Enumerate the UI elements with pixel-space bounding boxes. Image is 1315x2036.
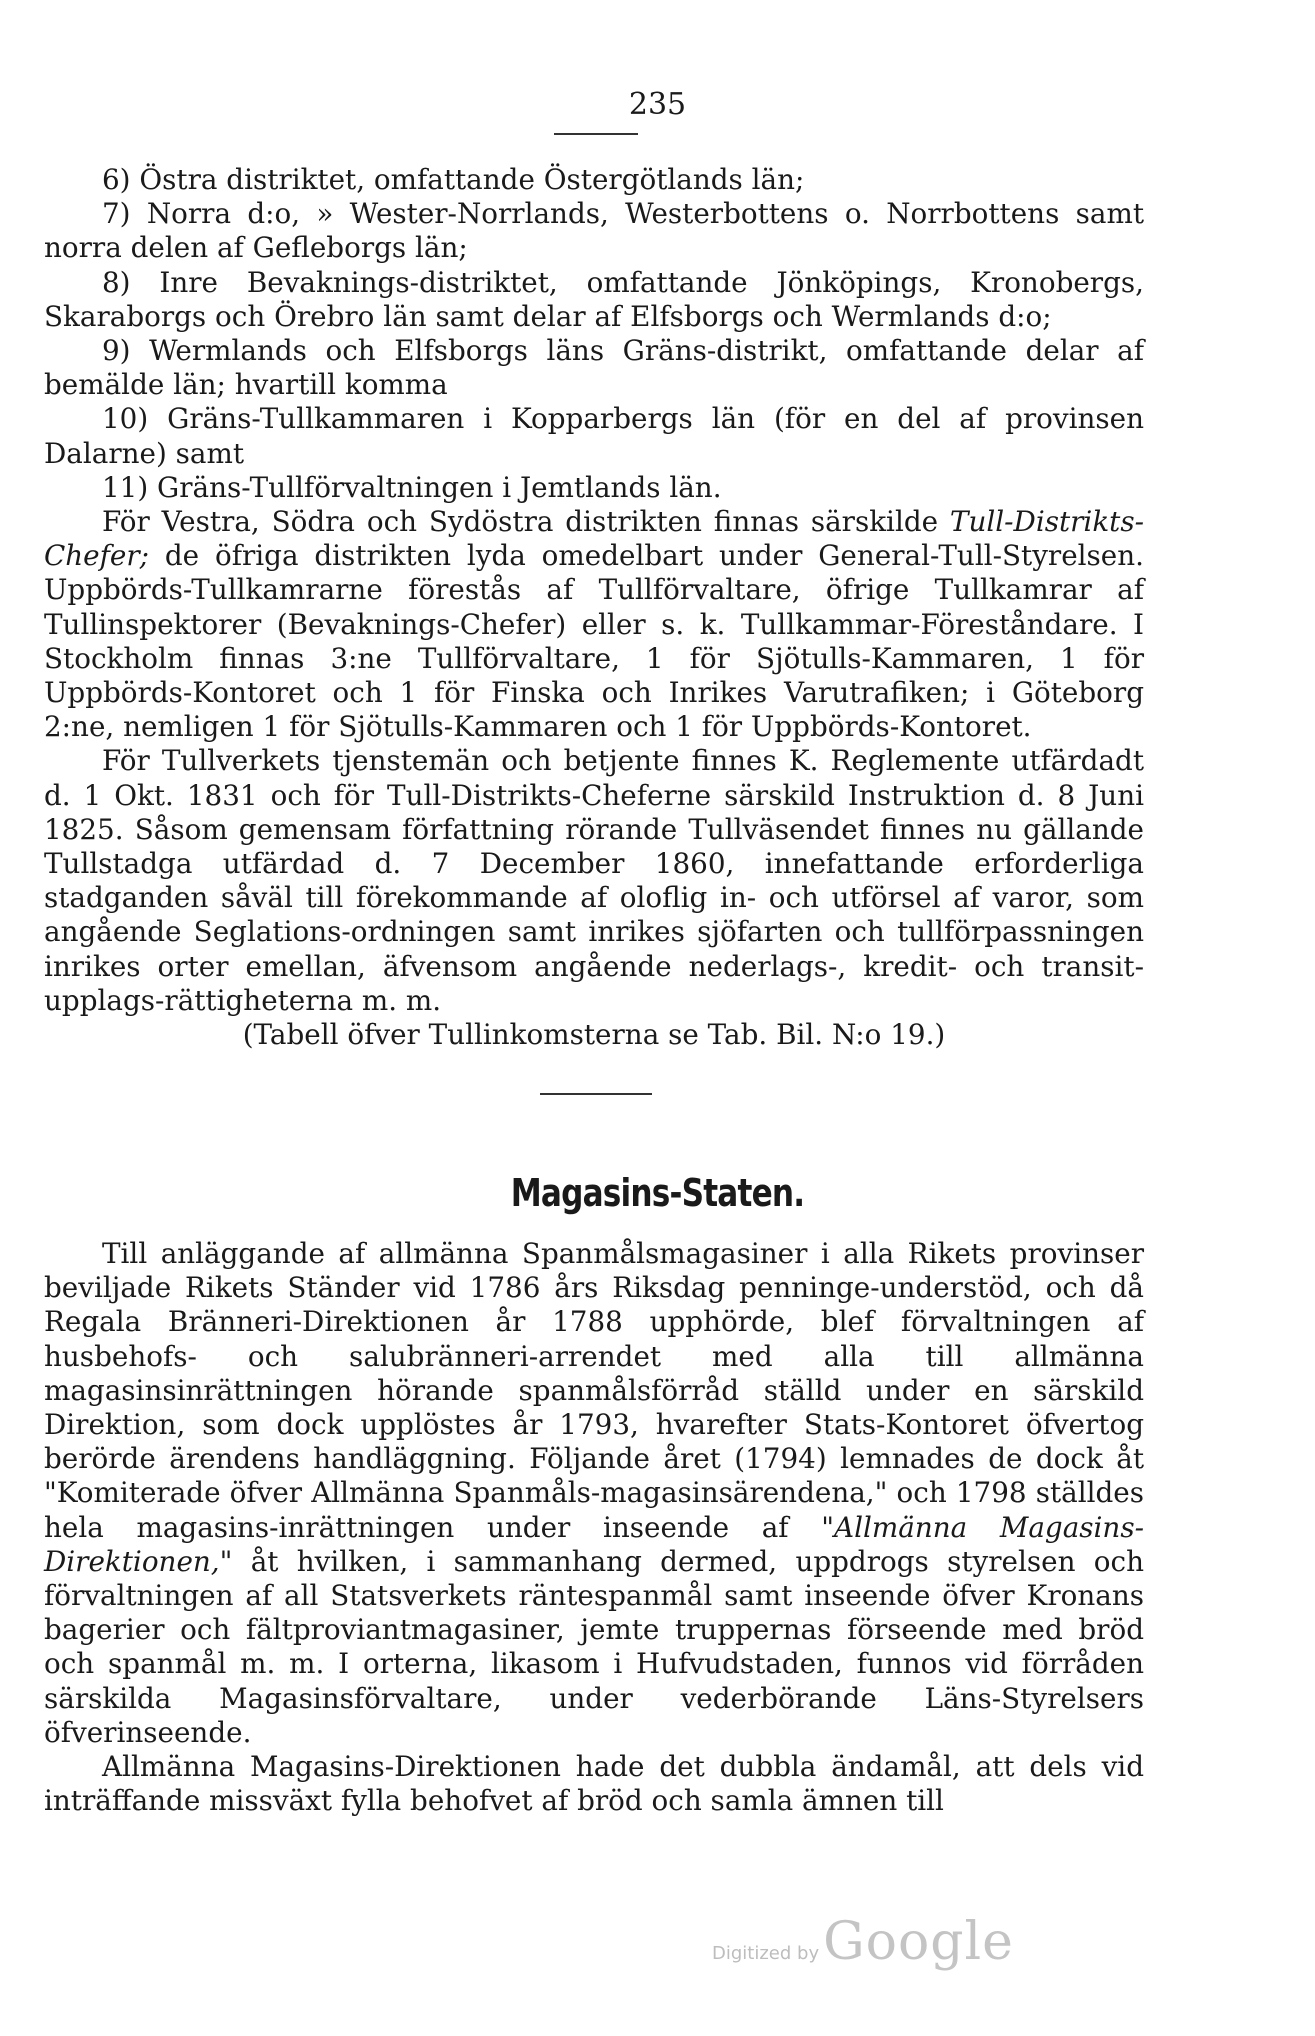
- watermark-digitized-by: Digitized by: [712, 1943, 820, 1964]
- list-item-9: 9) Wermlands och Elfsborgs läns Gräns-distrikt, omfattande delar af bemälde län; hvartill komma: [44, 334, 1144, 402]
- page-number: 235: [628, 87, 687, 122]
- tull-distrikts-chefer-italic: Tull-Distrikts-Chefer;: [44, 505, 1144, 573]
- text-block-top: [44, 163, 1144, 1052]
- section-heading: Magasins-Staten.: [510, 1171, 805, 1215]
- page-number-rule: [554, 133, 638, 135]
- paragraph-magasin-text-a: Till anläggande af allmänna Spanmålsmagasiner i alla Rikets provinser beviljade Rikets Ständer vid 1786 års Riksdag penninge-understöd, och då Regala Bränneri-Direktionen år 1788 upphörde, blef förvaltningen af husbehofs- och salubränneri-arrendet med alla till allmänna magasinsinrättningen hörande spanmålsförråd ställd under en särskild Direktion, som dock upplöstes år 1793, hvarefter Stats-Kontoret öfvertog berörde ärendens handläggning. Följande året (1794) lemnades de dock åt "Komiterade öfver Allmänna Spanmåls-magasinsärendena," och 1798 ställdes hela magasins-inrättningen under inseende af ": [44, 1237, 1144, 1544]
- paragraph-tull-text-b: de öfriga distrikten lyda omedelbart under General-Tull-Styrelsen. Uppbörds-Tullkamrarne förestås af Tullförvaltare, öfrige Tullkamrar af Tullinspektorer (Bevaknings-Chefer) eller s. k. Tullkammar-Föreståndare. I Stockholm finnas 3:ne Tullförvaltare, 1 för Sjötulls-Kammaren, 1 för Uppbörds-Kontoret och 1 för Finska och Inrikes Varutrafiken; i Göteborg 2:ne, nemligen 1 för Sjötulls-Kammaren och 1 för Uppbörds-Kontoret.: [44, 539, 1144, 744]
- paragraph-tull-chefer: [44, 505, 1144, 744]
- list-item-6: 6) Östra distriktet, omfattande Östergötlands län;: [102, 163, 805, 196]
- paragraph-tull-text-a: För Vestra, Södra och Sydöstra distrikten finnas särskilde: [102, 505, 950, 539]
- magasins-direktionen-italic: Allmänna Magasins-Direktionen,: [44, 1510, 1144, 1578]
- paragraph-magasin-text-b: " åt hvilken, i sammanhang dermed, uppdrogs styrelsen och förvaltningen af all Statsverkets räntespanmål samt inseende öfver Kronans bagerier och fältproviantmagasiner, jemte truppernas förseende med bröd och spanmål m. m. I orterna, likasom i Hufvudstaden, funnos vid förråden särskilda Magasinsförvaltare, under vederbörande Läns-Styrelsers öfverinseende.: [44, 1544, 1144, 1749]
- list-item-10: 10) Gräns-Tullkammaren i Kopparbergs län (för en del af provinsen Dalarne) samt: [44, 402, 1144, 470]
- google-watermark: [712, 1912, 1014, 1972]
- list-item-7: 7) Norra d:o, » Wester-Norrlands, Westerbottens o. Norrbottens samt norra delen af Gefleborgs län;: [44, 197, 1144, 265]
- tabell-reference: (Tabell öfver Tullinkomsterna se Tab. Bil. N:o 19.): [242, 1018, 946, 1052]
- google-logo: Google: [823, 1912, 1014, 1972]
- list-item-11: 11) Gräns-Tullförvaltningen i Jemtlands län.: [102, 470, 722, 504]
- paragraph-magasin: [44, 1237, 1144, 1750]
- list-item-8: 8) Inre Bevaknings-distriktet, omfattande Jönköpings, Kronobergs, Skaraborgs och Örebro län samt delar af Elfsborgs och Wermlands d:o;: [44, 265, 1144, 333]
- text-block-bottom: [44, 1237, 1144, 1818]
- paragraph-tjenstemän: För Tullverkets tjenstemän och betjente finnes K. Reglemente utfärdadt d. 1 Okt. 1831 och för Tull-Distrikts-Cheferne särskild Instruktion d. 8 Juni 1825. Såsom gemensam författning rörande Tullväsendet finnes nu gällande Tullstadga utfärdad d. 7 December 1860, innefattande erforderliga stadganden såväl till förekommande af oloflig in- och utförsel af varor, som angående Seglations-ordningen samt inrikes sjöfarten och tullförpassningen inrikes orter emellan, äfvensom angående nederlags-, kredit- och transit-upplags-rättigheterna m. m.: [44, 744, 1144, 1017]
- paragraph-last: Allmänna Magasins-Direktionen hade det dubbla ändamål, att dels vid inträffande missväxt fylla behofvet af bröd och samla ämnen till: [44, 1750, 1144, 1818]
- section-separator: [540, 1093, 652, 1095]
